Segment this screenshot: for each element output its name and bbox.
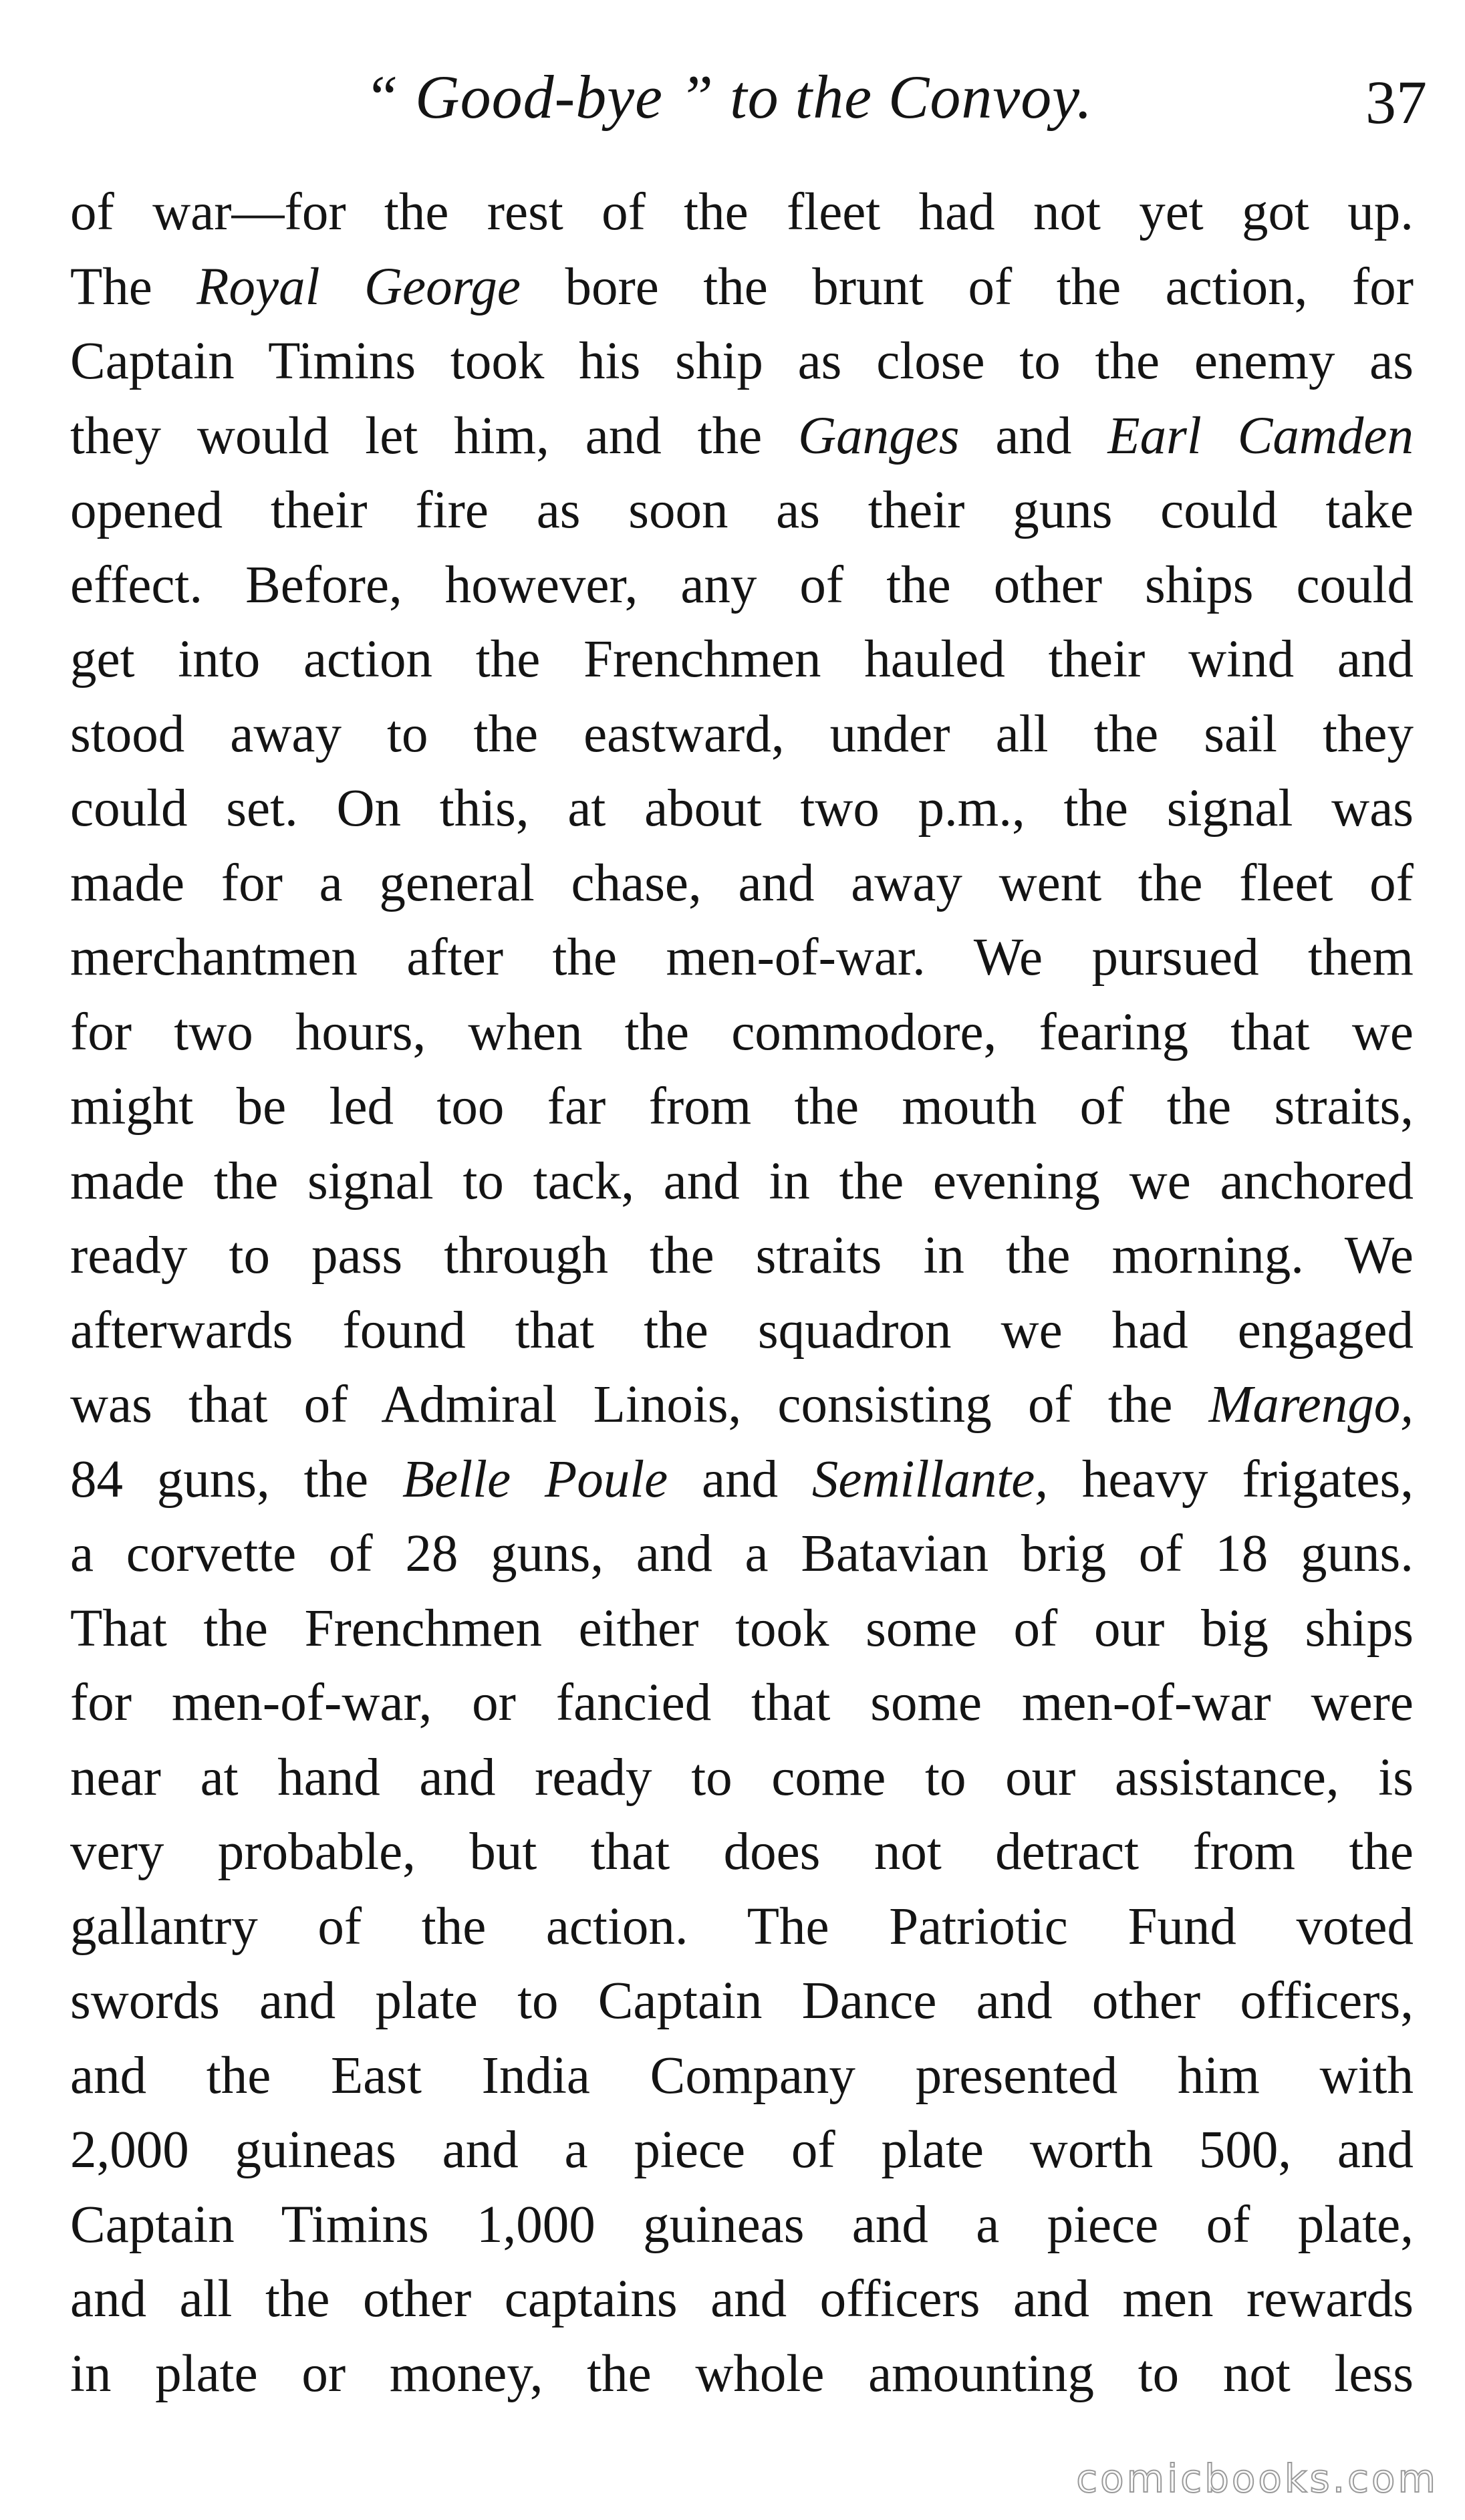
italic-ship-name: Semillante, (811, 1450, 1049, 1509)
text-line (70, 1890, 1414, 1965)
text-segment: and (959, 406, 1108, 465)
text-line (70, 1368, 1414, 1442)
text-segment: ready to pass through the straits in the morning. We (70, 1227, 1414, 1285)
text-segment: made for a general chase, and away went the fleet of (70, 854, 1414, 912)
text-line (70, 1517, 1414, 1592)
text-segment: and (668, 1450, 812, 1509)
text-line (70, 2039, 1414, 2114)
text-segment: near at hand and ready to come to our assistance, is (70, 1748, 1414, 1807)
text-line (70, 1293, 1414, 1368)
watermark: comicbooks.com (1076, 2456, 1438, 2501)
text-segment: afterwards found that the squadron we had engaged (70, 1301, 1414, 1360)
text-line (70, 1219, 1414, 1293)
text-segment: effect. Before, however, any of the other ships could (70, 555, 1414, 614)
text-line (70, 771, 1414, 846)
text-line (70, 1964, 1414, 2039)
italic-ship-name: Ganges (798, 406, 960, 465)
text-segment: for two hours, when the commodore, fearing that we (70, 1003, 1414, 1061)
italic-ship-name: Earl Camden (1107, 406, 1414, 465)
running-title: “ Good-bye ” to the Convoy. (364, 63, 1093, 131)
text-line (70, 250, 1414, 325)
text-line (70, 1592, 1414, 1666)
italic-ship-name: Marengo, (1208, 1376, 1414, 1434)
text-segment: opened their fire as soon as their guns could take (70, 481, 1414, 539)
page-number: 37 (1365, 68, 1427, 136)
text-line (70, 1815, 1414, 1890)
text-segment: swords and plate to Captain Dance and other officers, (70, 1972, 1414, 2030)
body-text (70, 175, 1414, 2411)
text-line (70, 1069, 1414, 1144)
text-segment: of war—for the rest of the fleet had not yet got up. (70, 183, 1414, 241)
text-segment: very probable, but that does not detract from the (70, 1823, 1414, 1881)
text-segment: Captain Timins took his ship as close to the enemy as (70, 332, 1414, 390)
text-line (70, 2262, 1414, 2337)
text-segment: might be led too far from the mouth of the straits, (70, 1078, 1414, 1136)
text-segment: bore the brunt of the action, for (521, 257, 1414, 316)
text-segment: get into action the Frenchmen hauled their wind and (70, 630, 1414, 688)
italic-ship-name: Royal George (196, 257, 521, 316)
text-line (70, 1144, 1414, 1219)
text-segment: merchantmen after the men-of-war. We pursued them (70, 928, 1414, 987)
text-line (70, 1442, 1414, 1517)
text-line (70, 2113, 1414, 2188)
text-line (70, 697, 1414, 772)
text-segment: The (70, 257, 197, 316)
text-line (70, 995, 1414, 1070)
text-line (70, 846, 1414, 921)
text-segment: made the signal to tack, and in the evening we anchored (70, 1152, 1414, 1211)
text-segment: 2,000 guineas and a piece of plate worth 500, and (70, 2121, 1414, 2179)
text-segment: they would let him, and the (70, 406, 799, 465)
text-line (70, 473, 1414, 548)
text-segment: was that of Admiral Linois, consisting of the (70, 1376, 1209, 1434)
text-segment: a corvette of 28 guns, and a Batavian brig of 18 guns. (70, 1525, 1414, 1583)
text-segment: 84 guns, the (70, 1450, 402, 1509)
text-line (70, 2337, 1414, 2412)
italic-ship-name: Belle Poule (402, 1450, 668, 1509)
text-segment: gallantry of the action. The Patriotic Fund voted (70, 1897, 1414, 1956)
text-segment: and the East India Company presented him with (70, 2046, 1414, 2105)
text-segment: and all the other captains and officers and men rewards (70, 2270, 1414, 2328)
text-segment: Captain Timins 1,000 guineas and a piece of plate, (70, 2195, 1414, 2254)
text-line (70, 2188, 1414, 2263)
text-segment: heavy frigates, (1048, 1450, 1414, 1509)
text-segment: in plate or money, the whole amounting to not less (70, 2344, 1414, 2403)
text-segment: That the Frenchmen either took some of our big ships (70, 1599, 1414, 1658)
text-line (70, 1666, 1414, 1741)
text-segment: for men-of-war, or fancied that some men-of-war were (70, 1674, 1414, 1732)
text-line (70, 324, 1414, 399)
text-line (70, 1741, 1414, 1815)
text-line (70, 622, 1414, 697)
text-line (70, 920, 1414, 995)
text-line (70, 399, 1414, 474)
page-header (70, 47, 1427, 147)
text-segment: stood away to the eastward, under all the sail they (70, 705, 1414, 763)
text-line (70, 175, 1414, 250)
text-line (70, 548, 1414, 623)
text-segment: could set. On this, at about two p.m., the signal was (70, 779, 1414, 838)
